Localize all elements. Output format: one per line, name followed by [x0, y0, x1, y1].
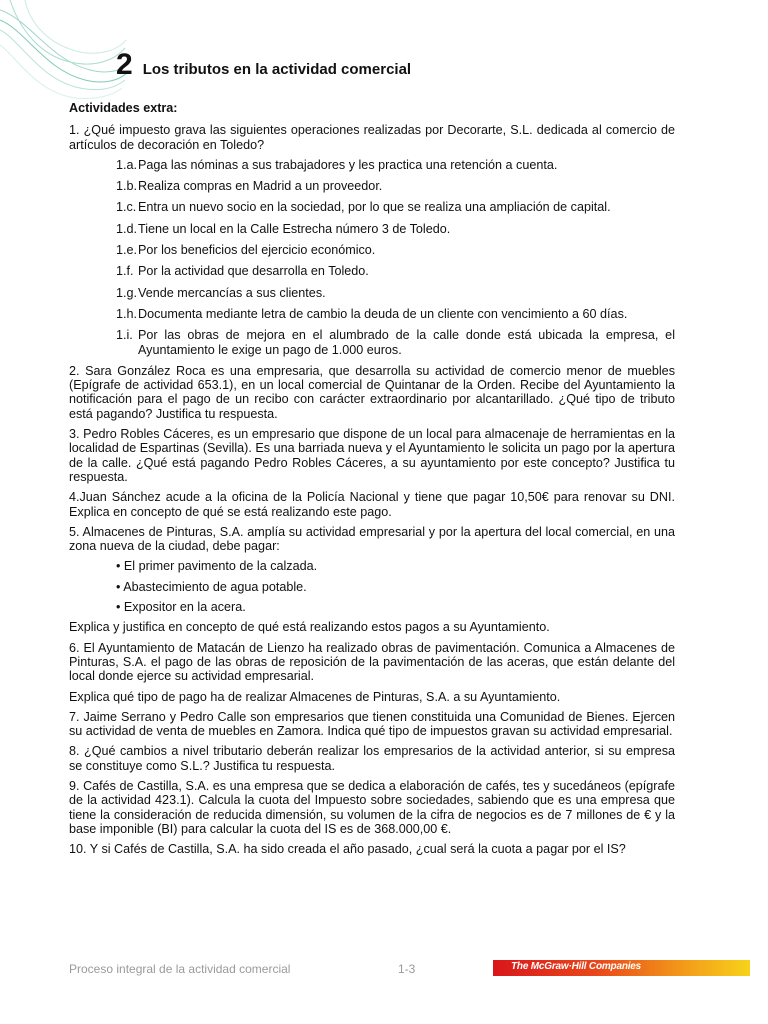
item-label: 1.h. — [116, 306, 138, 321]
question-1: 1. ¿Qué impuesto grava las siguientes operaciones realizadas por Decorarte, S.L. dedicada al comercio de artículos de decoración en Toledo? — [69, 123, 675, 152]
activities-content — [69, 101, 675, 862]
question-1-item — [116, 158, 675, 172]
question-1-item — [116, 286, 675, 300]
item-label: 1.d. — [116, 221, 138, 236]
question-8: 8. ¿Qué cambios a nivel tributario deberán realizar los empresarios de la actividad anterior, si su empresa se constituye como S.L.? Justifica tu respuesta. — [69, 744, 675, 773]
item-text: Vende mercancías a sus clientes. — [138, 285, 326, 300]
item-label: 1.i. — [116, 328, 133, 343]
item-text: Realiza compras en Madrid a un proveedor. — [138, 179, 383, 194]
item-text: Documenta mediante letra de cambio la deuda de un cliente con vencimiento a 60 días. — [138, 306, 628, 321]
section-title: Actividades extra: — [69, 101, 178, 115]
question-1-item — [116, 307, 675, 321]
footer-course-title: Proceso integral de la actividad comercial — [69, 962, 291, 976]
item-label: 1.g. — [116, 285, 138, 300]
question-1-item — [116, 264, 675, 278]
item-label: 1.e. — [116, 243, 138, 258]
publisher-logo — [493, 960, 750, 976]
question-1-item — [116, 222, 675, 236]
chapter-number: 2 — [116, 48, 133, 81]
publisher-name: The McGraw·Hill Companies — [511, 961, 642, 972]
item-text: Tiene un local en la Calle Estrecha número 3 de Toledo. — [138, 221, 451, 236]
question-5-bullet: • Abastecimiento de agua potable. — [116, 579, 307, 594]
item-label: 1.c. — [116, 200, 137, 215]
item-label: 1.f. — [116, 264, 134, 279]
question-1-item — [116, 243, 675, 257]
question-2: 2. Sara González Roca es una empresaria, que desarrolla su actividad de comercio menor de muebles (Epígrafe de actividad 653.1), en un local comercial de Quintanar de la Orden. Recibe del Ayuntamiento la notificación para el pago de un recibo con carácter extraordinario por alcantarillado. ¿Qué tipo de tributo está pagando? Justifica tu respuesta. — [69, 363, 675, 421]
question-5-followup: Explica y justifica en concepto de qué está realizando estos pagos a su Ayuntamiento. — [69, 620, 550, 635]
question-5-bullet: • Expositor en la acera. — [116, 600, 246, 615]
question-6: 6. El Ayuntamiento de Matacán de Lienzo ha realizado obras de pavimentación. Comunica a Almacenes de Pinturas, S.A. el pago de las obras de reposición de la pavimentación de las aceras, que están delante del local donde ejerce su actividad empresarial. — [69, 640, 675, 684]
question-1-item — [116, 328, 675, 357]
item-text: Entra un nuevo socio en la sociedad, por lo que se realiza una ampliación de capital. — [138, 200, 611, 215]
question-7: 7. Jaime Serrano y Pedro Calle son empresarios que tienen constituida una Comunidad de Bienes. Ejercen su actividad de venta de muebles en Zamora. Indica qué tipo de impuestos gravan su actividad empresarial. — [69, 709, 675, 739]
question-3: 3. Pedro Robles Cáceres, es un empresario que dispone de un local para almacenaje de herramientas en la localidad de Espartinas (Sevilla). Es una barriada nueva y el Ayuntamiento le solicita un pago por la apertura de la calle. ¿Qué está pagando Pedro Robles Cáceres, a su ayuntamiento por este concepto? Justifica tu respuesta. — [69, 427, 675, 484]
question-5: 5. Almacenes de Pinturas, S.A. amplía su actividad empresarial y por la apertura del local comercial, en una zona nueva de la ciudad, debe pagar: — [69, 524, 675, 554]
decorative-swirl-graphic — [0, 0, 130, 110]
chapter-title: Los tributos en la actividad comercial — [142, 61, 412, 78]
item-text: Paga las nóminas a sus trabajadores y les practica una retención a cuenta. — [138, 157, 558, 172]
question-9: 9. Cafés de Castilla, S.A. es una empresa que se dedica a elaboración de cafés, tes y sucedáneos (epígrafe de la actividad 423.1). Calcula la cuota del Impuesto sobre sociedades, sabiendo que es una empresa que tiene la consideración de reducida dimensión, su volumen de la cifra de negocios es de 7 millones de € y la base imponible (BI) para calcular la cuota del IS es de 368.000,00 €. — [69, 778, 675, 836]
item-text: Por las obras de mejora en el alumbrado de la calle donde está ubicada la empresa, el Ayuntamiento le exige un pago de 1.000 euros. — [138, 328, 675, 357]
question-4: 4.Juan Sánchez acude a la oficina de la Policía Nacional y tiene que pagar 10,50€ para renovar su DNI. Explica en concepto de qué se está realizando este pago. — [69, 490, 675, 519]
item-text: Por la actividad que desarrolla en Toledo. — [138, 264, 369, 279]
page-number: 1-3 — [398, 962, 416, 976]
question-10: 10. Y si Cafés de Castilla, S.A. ha sido creada el año pasado, ¿cual será la cuota a pagar por el IS? — [69, 842, 626, 857]
question-1-item — [116, 179, 675, 193]
question-6-followup: Explica qué tipo de pago ha de realizar Almacenes de Pinturas, S.A. a su Ayuntamiento. — [69, 689, 561, 704]
item-label: 1.b. — [116, 179, 138, 194]
page-footer — [69, 960, 750, 978]
chapter-header — [116, 50, 411, 80]
question-5-bullet: • El primer pavimento de la calzada. — [116, 559, 318, 574]
item-label: 1.a. — [116, 157, 138, 172]
item-text: Por los beneficios del ejercicio económico. — [138, 243, 376, 258]
question-1-item — [116, 200, 675, 214]
